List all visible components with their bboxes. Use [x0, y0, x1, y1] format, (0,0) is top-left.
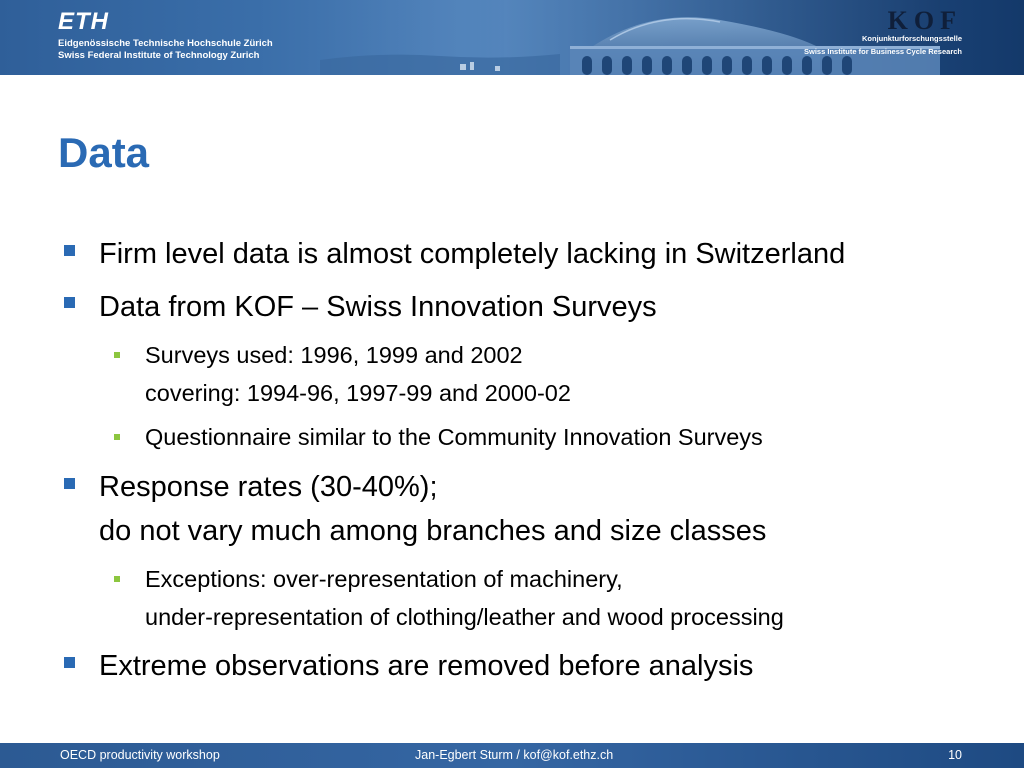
sub-bullet-marker	[114, 352, 120, 358]
sub-bullet-continuation: covering: 1994-96, 1997-99 and 2000-02	[145, 380, 571, 406]
slide-title: Data	[58, 129, 150, 176]
kof-logo: KOF	[887, 6, 962, 35]
sub-bullet-continuation: under-representation of clothing/leather and wood processing	[145, 604, 784, 630]
kof-name-german: Konjunkturforschungsstelle	[861, 34, 962, 43]
bullet-item: Extreme observations are removed before analysis	[99, 650, 754, 682]
bullet-marker	[64, 297, 75, 308]
sub-bullet-item: Surveys used: 1996, 1999 and 2002	[145, 342, 523, 368]
page-number: 10	[948, 748, 962, 762]
bullet-marker	[64, 478, 75, 489]
bullet-continuation: do not vary much among branches and size classes	[99, 515, 767, 547]
sub-bullet-item: Questionnaire similar to the Community Innovation Surveys	[145, 424, 763, 450]
bullet-marker	[64, 245, 75, 256]
sub-bullet-item: Exceptions: over-representation of machinery,	[145, 566, 623, 592]
footer-event: OECD productivity workshop	[60, 748, 220, 762]
eth-name-english: Swiss Federal Institute of Technology Zurich	[58, 50, 260, 61]
kof-name-english: Swiss Institute for Business Cycle Research	[804, 47, 962, 56]
footer-author: Jan-Egbert Sturm / kof@kof.ethz.ch	[415, 748, 614, 762]
sub-bullet-marker	[114, 434, 120, 440]
bullet-item: Firm level data is almost completely lacking in Switzerland	[99, 238, 846, 270]
eth-logo: ETH	[58, 8, 109, 35]
bullet-item: Response rates (30-40%);	[99, 471, 438, 503]
eth-name-german: Eidgenössische Technische Hochschule Zürich	[58, 38, 273, 49]
sub-bullet-marker	[114, 576, 120, 582]
header-banner	[0, 0, 1024, 75]
bullet-item: Data from KOF – Swiss Innovation Surveys	[99, 291, 657, 323]
building-photo	[320, 0, 940, 75]
bullet-marker	[64, 657, 75, 668]
footer-bar	[0, 743, 1024, 768]
